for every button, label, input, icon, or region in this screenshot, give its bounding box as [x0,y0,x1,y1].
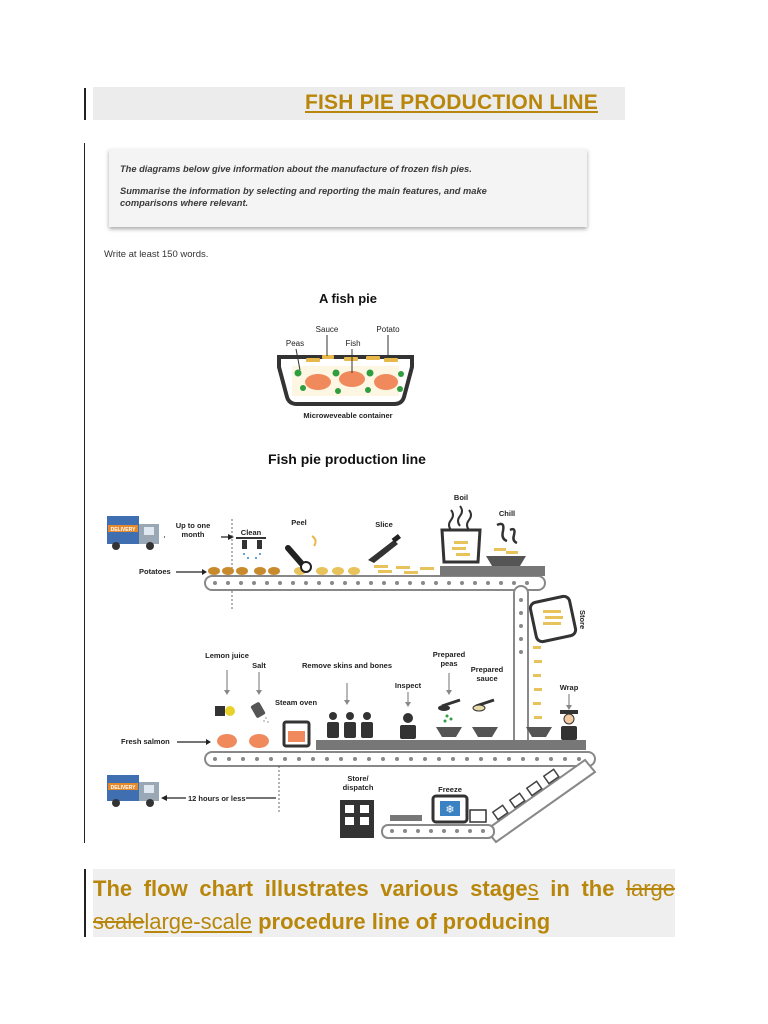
inserted-text: large-scale [144,909,252,934]
step-freeze: Freeze [438,785,462,794]
delivery-truck-bottom-icon [107,775,159,807]
summary-paragraph [93,872,675,938]
knife-icon [368,534,401,563]
steam-oven-icon [284,722,309,746]
step-wrap: Wrap [559,683,579,692]
page-title: FISH PIE PRODUCTION LINE [305,91,598,114]
task-line-2: Summarise the information by selecting and reporting the main features, and make comparisons where relevant. [120,186,487,208]
salt-shaker-icon [250,701,269,722]
step-clean: Clean [240,528,262,537]
potato-stream [533,646,542,719]
salmon-fillet-icons [217,734,269,748]
sauce-ladle-icon [472,700,498,737]
delivery-time-top: Up to one month [165,521,221,539]
conveyor-bottom [382,825,494,838]
truck-bottom-label: DELIVERY [110,785,136,791]
step-salt: Salt [252,661,266,670]
store-bag-icon [529,595,576,642]
workers-icon [327,712,373,738]
word-count-instruction: Write at least 150 words. [104,249,209,260]
input-fresh-salmon: Fresh salmon [121,737,170,746]
pie-label-sauce: Sauce [315,325,339,334]
delivery-time-bottom: 12 hours or less [188,794,246,803]
pie-title: A fish pie [318,291,378,306]
potatoes-whole [208,567,280,575]
step-slice: Slice [375,520,393,529]
wrapper-worker-icon [560,710,578,740]
task-line-1: The diagrams below give information about the manufacture of frozen fish pies. [120,164,472,174]
step-boil: Boil [453,493,469,502]
svg-text:❄: ❄ [445,804,455,816]
pie-label-container: Microweveable container [303,411,393,420]
deleted-text: large scale [93,876,675,934]
step-inspect: Inspect [394,681,422,690]
dispatch-ramp [390,815,422,821]
para-part-3: procedure line of producing [251,909,551,934]
step-prepared-sauce: Prepared sauce [470,665,504,683]
input-potatoes: Potatoes [139,567,171,576]
assembly-bowl-icon [526,727,552,737]
chill-bowl-icon [486,524,526,566]
production-title: Fish pie production line [268,451,426,467]
clean-sprayer-icon [236,538,266,559]
inserted-suffix: s [527,876,539,901]
conveyor-right [514,586,528,748]
frozen-pie-box-icon [470,810,486,822]
para-part-2: in the [538,876,615,901]
lemon-squeezer-icon [215,706,235,716]
truck-top-label: DELIVERY [110,527,136,533]
conveyor-diagonal [486,760,595,842]
pie-label-fish: Fish [345,339,361,348]
pie-label-peas: Peas [285,339,305,348]
margin-marker-paragraph [84,869,86,937]
step-chill: Chill [498,509,516,518]
potatoes-sliced [374,565,434,574]
pie-label-potato: Potato [376,325,400,334]
boil-pot-icon [442,506,480,562]
freezer-icon [433,796,467,822]
step-store-dispatch: Store/ dispatch [342,774,374,792]
step-peel: Peel [291,518,307,527]
step-store: Store [578,610,587,630]
inspector-icon [400,713,416,739]
delivery-truck-top-icon [107,516,159,550]
peeler-icon [288,536,316,572]
peas-ladle-icon [436,700,462,737]
step-lemon-juice: Lemon juice [205,651,249,660]
step-remove-skins: Remove skins and bones [301,661,393,670]
warehouse-icon [340,800,374,838]
step-prepared-peas: Prepared peas [432,650,466,668]
para-part-1: The flow chart illustrates various stage [93,876,528,901]
step-steam-oven: Steam oven [274,698,318,707]
